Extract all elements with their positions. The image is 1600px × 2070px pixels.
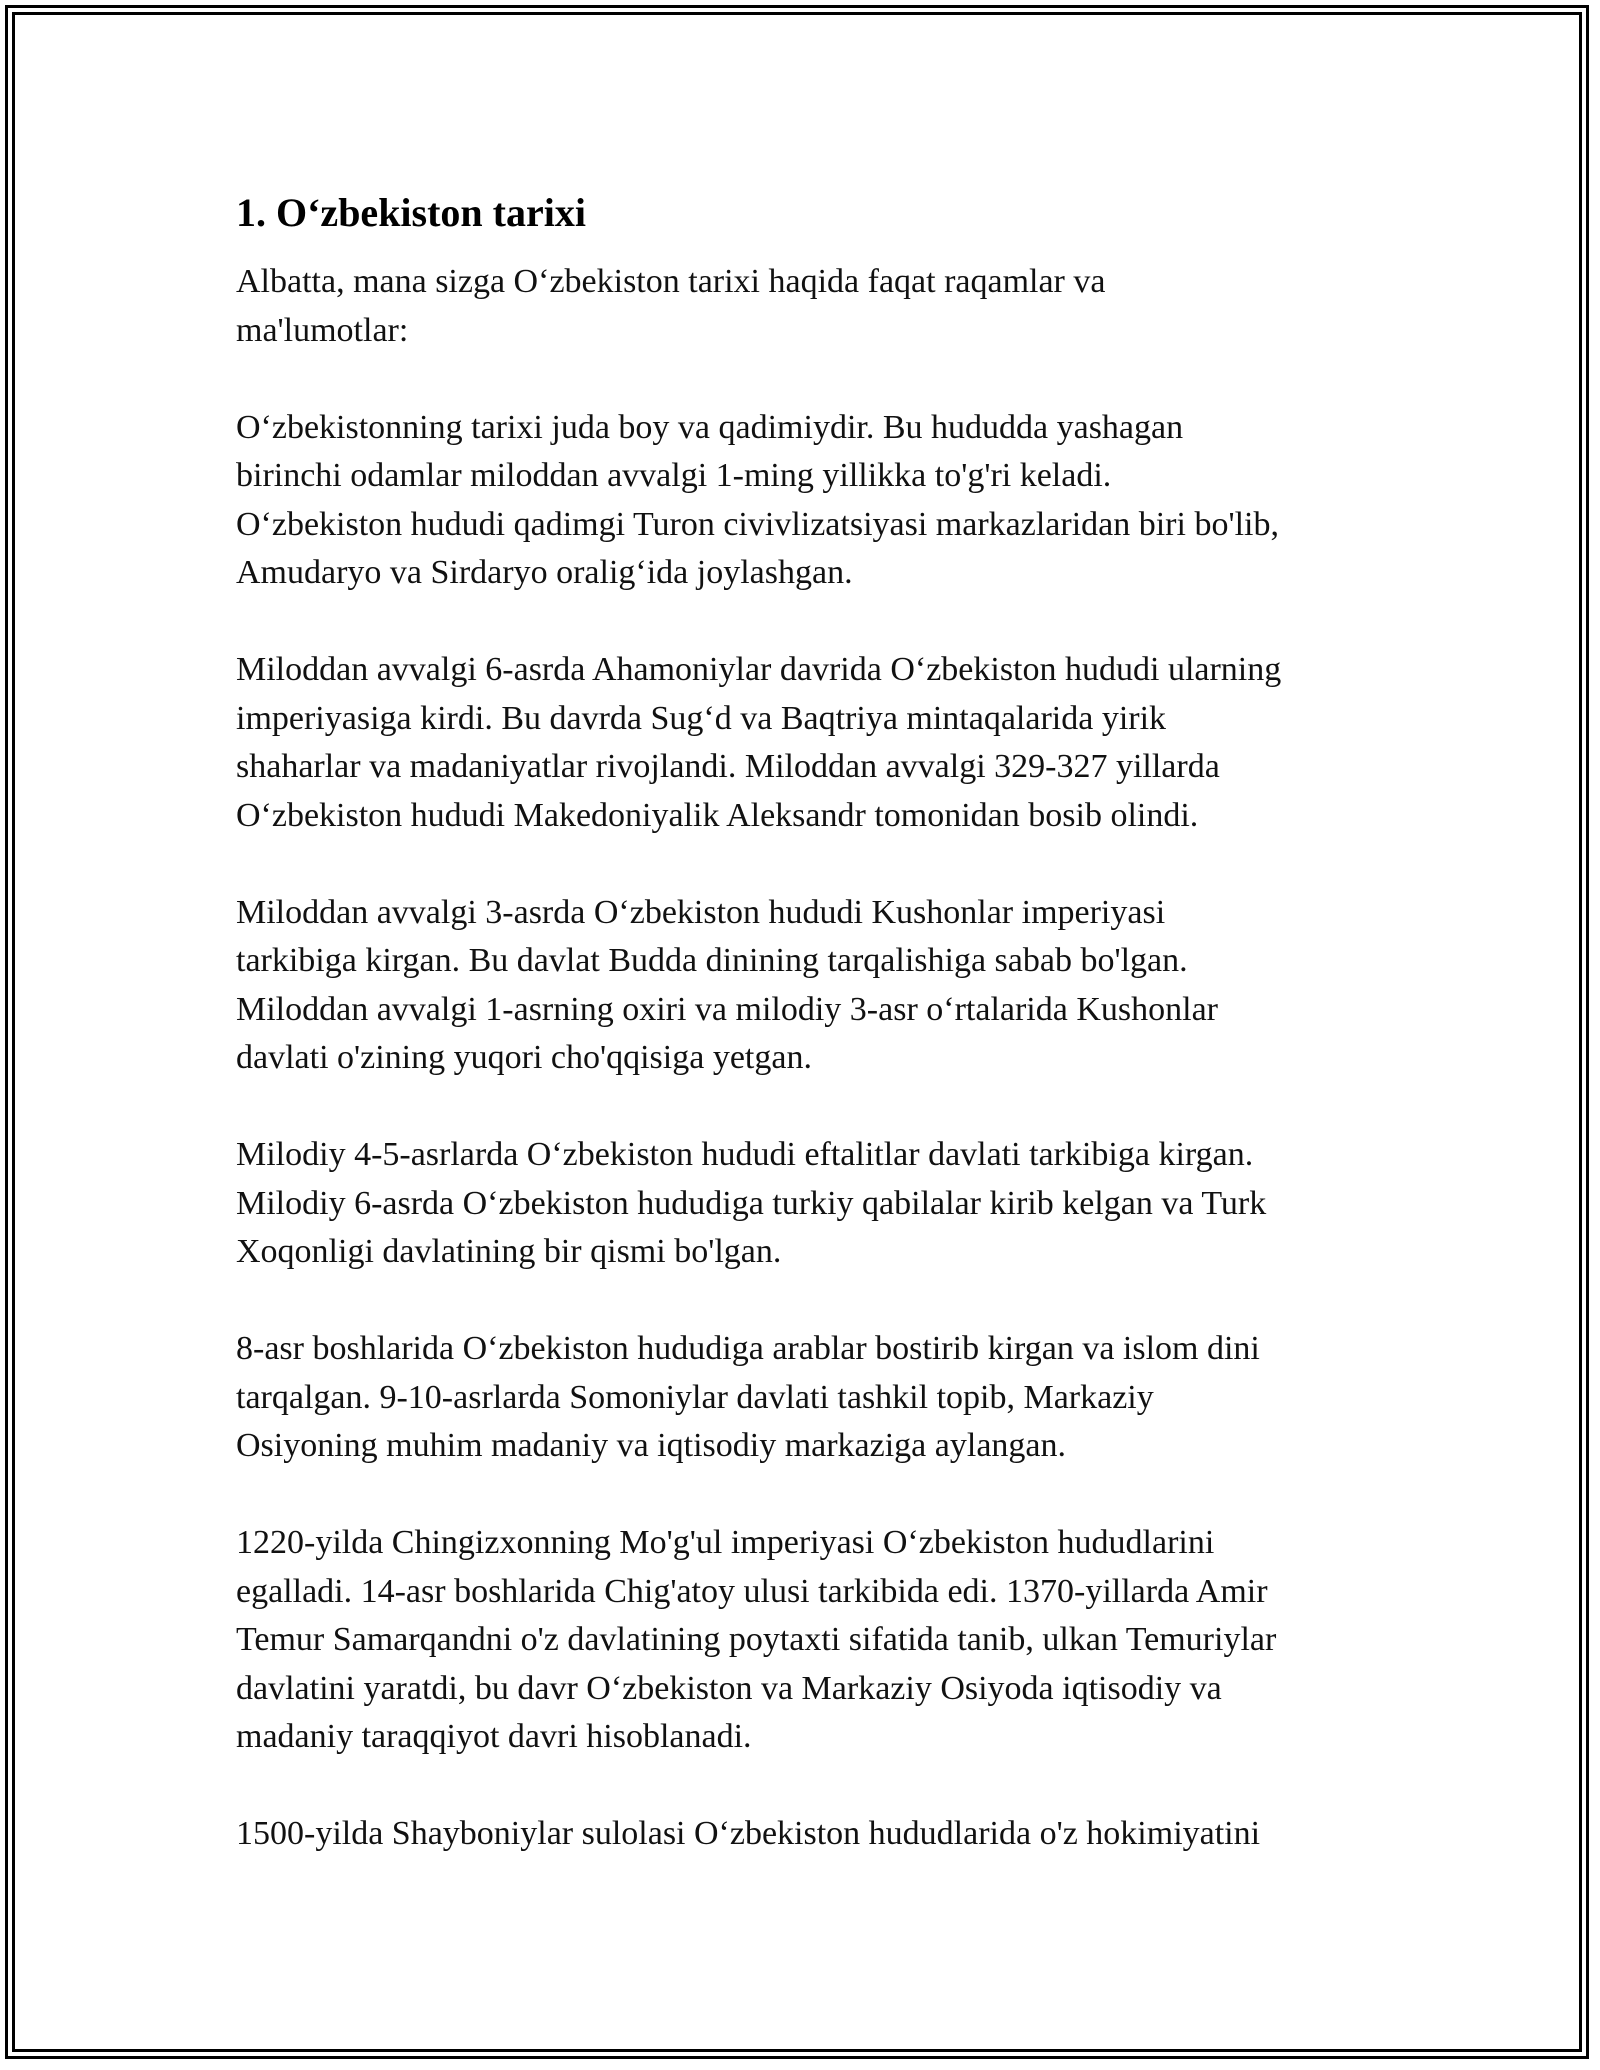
paragraph-mongols-timurids [236,1519,1376,1762]
paragraph-line: Temur Samarqandni o'z davlatining poytaxti sifatida tanib, ulkan Temuriylar [236,1621,1277,1658]
paragraph-achaemenids [236,646,1376,840]
paragraph-line: davlati o'zining yuqori cho'qqisiga yetgan. [236,1039,812,1076]
paragraph-line: O‘zbekistonning tarixi juda boy va qadimiydir. Bu hududda yashagan [236,408,1184,446]
paragraph-line: Miloddan avvalgi 6-asrda Ahamoniylar davrida O‘zbekiston hududi ularning [236,651,1282,688]
paragraph-line: 1220-yilda Chingizxonning Mo'g'ul imperiyasi O‘zbekiston hududlarini [236,1524,1215,1561]
paragraph-line: Milodiy 6-asrda O‘zbekiston hududiga turkiy qabilalar kirib kelgan va Turk [236,1184,1267,1222]
paragraph-line: imperiyasiga kirdi. Bu davrda Sug‘d va Baqtriya mintaqalarida yirik [236,699,1167,737]
paragraph-ancient-origins [236,404,1376,598]
paragraph-line: egalladi. 14-asr boshlarida Chig'atoy ulusi tarkibida edi. 1370-yillarda Amir [236,1572,1268,1610]
paragraph-line: davlatini yaratdi, bu davr O‘zbekiston va Markaziy Osiyoda iqtisodiy va [236,1669,1222,1707]
paragraph-line: Osiyoning muhim madaniy va iqtisodiy markaziga aylangan. [236,1427,1066,1464]
paragraph-line: Milodiy 4-5-asrlarda O‘zbekiston hududi eftalitlar davlati tarkibiga kirgan. [236,1136,1254,1173]
paragraph-line: Miloddan avvalgi 1-asrning oxiri va milodiy 3-asr o‘rtalarida Kushonlar [236,990,1218,1028]
paragraph-line: O‘zbekiston hududi qadimgi Turon civivlizatsiyasi markazlaridan biri bo'lib, [236,505,1279,543]
paragraph-line: Albatta, mana sizga O‘zbekiston tarixi haqida faqat raqamlar va [236,263,1106,300]
paragraph-line: madaniy taraqqiyot davri hisoblanadi. [236,1718,752,1755]
paragraph-line: O‘zbekiston hududi Makedoniyalik Aleksandr tomonidan bosib olindi. [236,796,1199,834]
paragraph-line: birinchi odamlar miloddan avvalgi 1-ming yillikka to'g'ri keladi. [236,457,1112,494]
document-body [236,188,1376,1907]
paragraph-line: 8-asr boshlarida O‘zbekiston hududiga arablar bostirib kirgan va islom dini [236,1330,1260,1367]
paragraph-line: shaharlar va madaniyatlar rivojlandi. Miloddan avvalgi 329-327 yillarda [236,748,1220,785]
paragraph-line: ma'lumotlar: [236,311,409,349]
paragraph-intro [236,258,1376,355]
section-heading: 1. O‘zbekiston tarixi [236,190,586,235]
paragraph-line: 1500-yilda Shayboniylar sulolasi O‘zbekiston hududlarida o'z hokimiyatini [236,1815,1261,1852]
paragraph-line: tarqalgan. 9-10-asrlarda Somoniylar davlati tashkil topib, Markaziy [236,1378,1154,1416]
paragraph-arabs-samanids [236,1325,1376,1471]
paragraph-line: tarkibiga kirgan. Bu davlat Budda dinining tarqalishiga sabab bo'lgan. [236,942,1188,979]
paragraph-line: Amudaryo va Sirdaryo oralig‘ida joylashgan. [236,554,853,591]
paragraph-line: Xoqonligi davlatining bir qismi bo'lgan. [236,1233,782,1270]
paragraph-line: Miloddan avvalgi 3-asrda O‘zbekiston hududi Kushonlar imperiyasi [236,893,1166,931]
paragraph-kushans [236,889,1376,1083]
paragraph-shaybanids [236,1810,1376,1859]
paragraph-hephthalites [236,1131,1376,1277]
